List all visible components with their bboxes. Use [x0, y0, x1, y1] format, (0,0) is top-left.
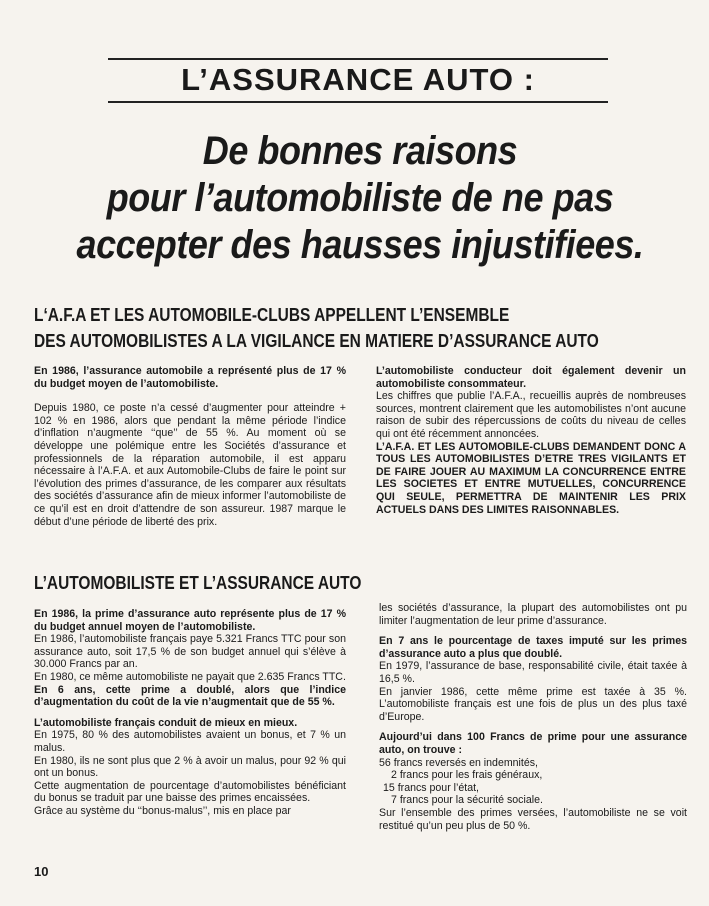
section2-right-lead2: Aujourd’ui dans 100 Francs de prime pour une assurance auto, on trouve : [379, 731, 687, 756]
section2-left-lead2: En 6 ans, cette prime a doublé, alors que l’indice d’augmentation du coût de la vie n’augmentait que de 55 %. [34, 683, 346, 709]
section1-heading-line: L‘A.F.A ET LES AUTOMOBILE-CLUBS APPELLENT L’ENSEMBLE [34, 305, 510, 325]
section2-right-p3: En janvier 1986, cette même prime est taxée à 35 %. L’automobiliste français est une fois de plus un des plus taxé d’Europe. [379, 685, 687, 723]
list-item: 56 francs reversés en indemnités, [379, 756, 538, 769]
subtitle-line: De bonnes raisons [202, 129, 518, 173]
list-item: 2 francs pour les frais généraux, [391, 769, 543, 782]
list-item: 7 francs pour la sécurité sociale. [391, 794, 543, 807]
subtitle [72, 128, 648, 269]
section2-left-lead3: L’automobiliste français conduit de mieux en mieux. [34, 716, 298, 729]
section2-left-column [34, 608, 346, 818]
section2-right-p4: Sur l’ensemble des primes versées, l’automobiliste ne se voit restitué qu’un peu plus de 50 %. [379, 806, 687, 832]
section2-left-p5: Cette augmentation de pourcentage d’automobilistes bénéficiant du bonus se traduit par une baisse des primes encaissées. [34, 779, 346, 805]
section1-left-body: Depuis 1980, ce poste n’a cessé d’augmenter pour atteindre + 102 % en 1986, alors que pendant la même période l’indice d’inflation n’augmente ‘‘que’’ de 55 %. Au moment où se développe une polémique entre les Sociétés d’assurance et professionnels de la réparation automobile, il est apparu nécessaire à l’A.F.A. et aux Automobile-Clubs de faire le point sur l’évolution des primes d’assurance, de les comparer aux résultats des sociétés d’assurance afin de mieux informer l’automobiliste de ce qu’il est en droit d’attendre de son assureur. 1987 marque le début d’une période de liberté des prix. [34, 402, 346, 528]
section2-right-p2: En 1979, l’assurance de base, responsabilité civile, était taxée à 16,5 %. [379, 660, 687, 685]
section2-left-p3: En 1975, 80 % des automobilistes avaient un bonus, et 7 % un malus. [34, 729, 346, 754]
section1-right-conclusion: L’A.F.A. ET LES AUTOMOBILE-CLUBS DEMANDENT DONC A TOUS LES AUTOMOBILISTES D’ETRE TRES VIGILANTS ET DE FAIRE JOUER AU MAXIMUM LA CONCURRENCE ENTRE LES SOCIETES ET ENTRE MUTUELLES, CONCURRENCE QUI SEULE, PERMETTRA DE MAINTENIR LES PRIX ACTUELS DANS DES LIMITES RAISONNABLES. [376, 440, 686, 516]
section1-left-lead: En 1986, l’assurance automobile a représenté plus de 17 % du budget moyen de l’automobiliste. [34, 365, 346, 390]
section2-left-lead1: En 1986, la prime d’assurance auto représente plus de 17 % du budget annuel moyen de l’automobiliste. [34, 608, 346, 633]
section1-heading [34, 302, 602, 354]
section2-right-column [379, 602, 687, 832]
section1-left-column [34, 365, 346, 528]
list-item: 15 francs pour l’état, [383, 781, 479, 794]
subtitle-line: pour l’automobiliste de ne pas [106, 176, 614, 220]
section1-right-lead: L’automobiliste conducteur doit également devenir un automobiliste consommateur. [376, 365, 686, 390]
page-title: L’ASSURANCE AUTO : [181, 62, 535, 97]
page-number: 10 [34, 864, 49, 879]
section2-left-p1: En 1986, l’automobiliste français paye 5.321 Francs TTC pour son assurance auto, soit 17,5 % de son budget annuel qui s’élève à 30.000 Francs par an. [34, 633, 346, 671]
title-bottom-rule [108, 101, 608, 103]
section2-left-p6: Grâce au système du ‘‘bonus-malus’’, mis en place par [34, 804, 291, 817]
section1-right-column [376, 365, 686, 516]
section1-right-body: Les chiffres que publie l’A.F.A., recueillis auprès de nombreuses sources, montrent clairement que les automobilistes n’ont aucune raison de subir des répercussions de coûts du niveau de celles qui ont été récemment annoncées. [376, 390, 686, 440]
section2-right-p1: les sociétés d’assurance, la plupart des automobilistes ont pu limiter l’augmentation de leur prime d’assurance. [379, 602, 687, 627]
section2-heading [34, 570, 602, 596]
section2-left-p4: En 1980, ils ne sont plus que 2 % à avoir un malus, pour 92 % qui ont un bonus. [34, 754, 346, 780]
section2-right-lead1: En 7 ans le pourcentage de taxes imputé sur les primes d’assurance auto a plus que doublé. [379, 635, 687, 660]
section1-heading-line: DES AUTOMOBILISTES A LA VIGILANCE EN MATIERE D’ASSURANCE AUTO [34, 331, 599, 351]
subtitle-line: accepter des hausses injustifiees. [76, 223, 644, 267]
section2-heading-line: L’AUTOMOBILISTE ET L’ASSURANCE AUTO [34, 573, 362, 593]
section2-left-p2: En 1980, ce même automobiliste ne payait que 2.635 Francs TTC. [34, 670, 346, 683]
